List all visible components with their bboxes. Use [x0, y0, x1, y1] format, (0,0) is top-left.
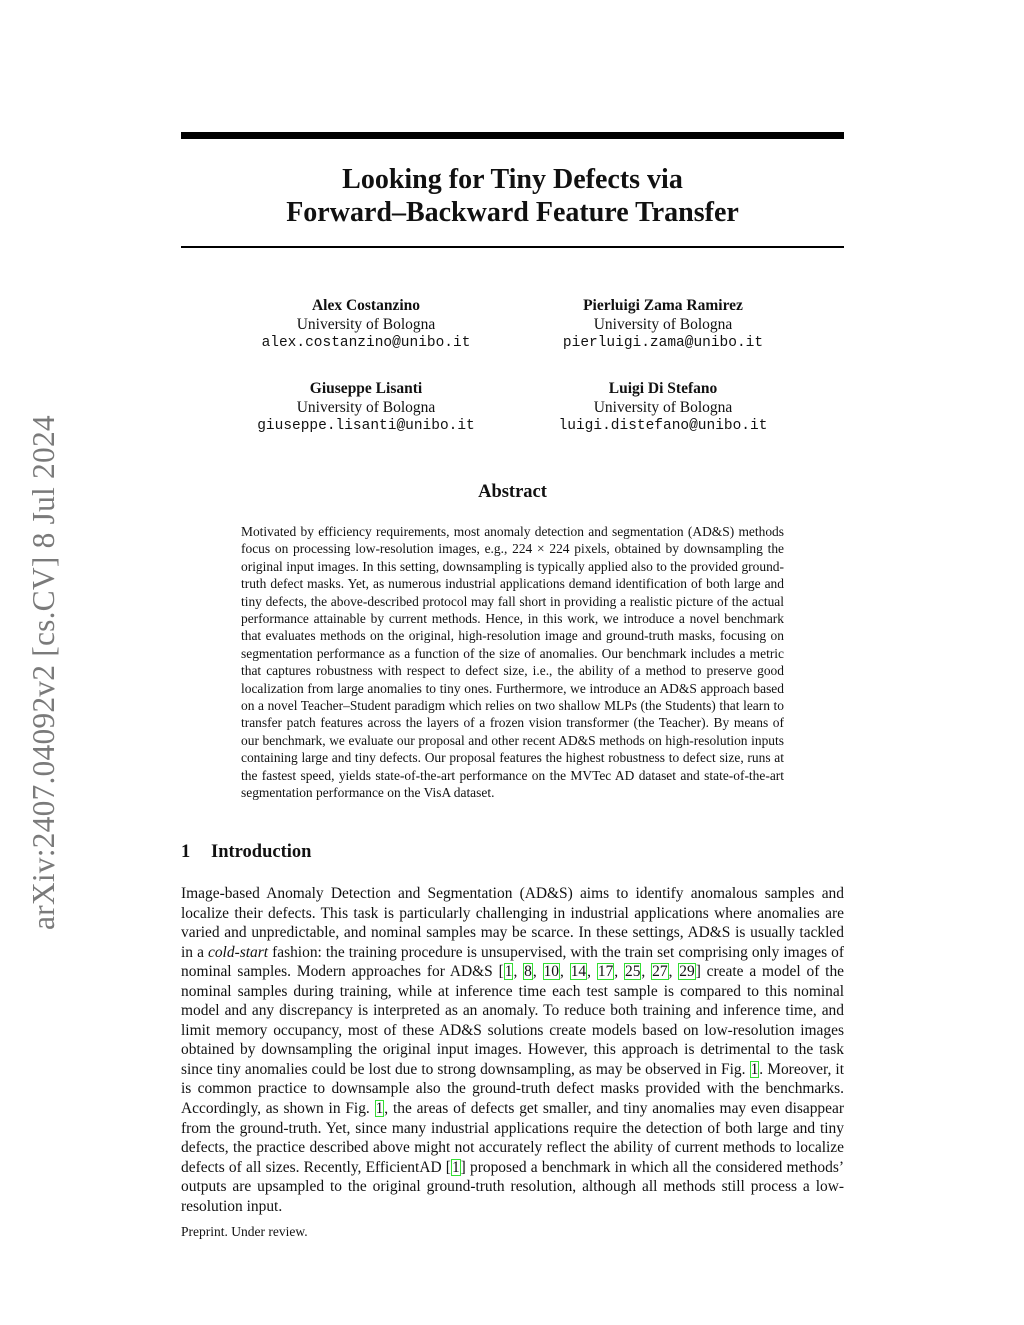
footer-note: Preprint. Under review.	[181, 1224, 308, 1239]
citation-link[interactable]: 10	[543, 963, 559, 981]
paper-title	[181, 163, 844, 229]
title-top-rule	[181, 132, 844, 139]
citation-link[interactable]: 27	[652, 963, 668, 981]
author-name: Luigi Di Stefano	[608, 380, 718, 397]
author-name: Pierluigi Zama Ramirez	[583, 297, 743, 314]
intro-text: fashion: the training procedure is unsupervised, with the train set comprising only images of nominal samples. Modern approaches for AD&S [	[181, 943, 844, 981]
intro-text: ] create a model of the nominal samples during training, while at inference time each test sample is compared to this nominal model and any discrepancy is interpreted as an anomaly. To reduce both training and inference time, and limit memory occupancy, most of these AD&S solutions create models based on low-resolution images obtained by downsampling the original input images. However, this approach is detrimental to the task since tiny anomalies could be lost due to strong downsampling, as may be observed in Fig.	[181, 963, 845, 1078]
section-number: 1	[181, 842, 191, 862]
author-name: Giuseppe Lisanti	[309, 380, 423, 397]
author-email[interactable]: giuseppe.lisanti@unibo.it	[257, 418, 475, 434]
author-affiliation: University of Bologna	[296, 399, 436, 416]
citation-link[interactable]: 14	[570, 963, 587, 981]
citation-link[interactable]: 1	[451, 1158, 460, 1176]
author-affiliation: University of Bologna	[296, 316, 436, 333]
author-block	[503, 296, 823, 353]
intro-text: , the areas of defects get smaller, and tiny anomalies may even disappear from the ground-truth. Yet, since many industrial applications require the detection of both large and tiny defects, the practice described above might not accurately reflect the ability of current methods to localize defects of all sizes. Recently, EfficientAD [	[181, 1100, 844, 1176]
author-affiliation: University of Bologna	[593, 316, 733, 333]
section-heading-introduction	[181, 842, 844, 863]
title-line-1: Looking for Tiny Defects via	[342, 164, 683, 195]
figure-reference-link[interactable]: 1	[750, 1060, 759, 1078]
figure-reference-link[interactable]: 1	[375, 1100, 384, 1118]
author-affiliation: University of Bologna	[593, 399, 733, 416]
author-email[interactable]: luigi.distefano@unibo.it	[558, 418, 768, 434]
intro-text: ] proposed a benchmark in which all the considered methods’ outputs are upsampled to the original ground-truth resolution, although all methods still process a low-resolution input.	[181, 1158, 844, 1215]
title-line-2: Forward–Backward Feature Transfer	[286, 197, 739, 228]
author-block	[206, 296, 526, 353]
author-block	[206, 379, 526, 436]
author-name: Alex Costanzino	[311, 297, 421, 314]
author-email[interactable]: alex.costanzino@unibo.it	[261, 335, 471, 351]
abstract-heading: Abstract	[478, 482, 547, 502]
intro-text: Image-based Anomaly Detection and Segmentation (AD&S) aims to identify anomalous samples and localize their defects. This task is particularly challenging in industrial applications where anomalies are varied and unpredictable, and nominal samples may be scarce. In these settings, AD&S is usually tackled in a	[181, 885, 844, 961]
citation-link[interactable]: 1	[504, 963, 513, 981]
title-bottom-rule	[181, 246, 844, 248]
intro-emphasis: cold-start	[207, 943, 269, 961]
citation-link[interactable]: 25	[624, 963, 641, 981]
citation-link[interactable]: 17	[597, 963, 614, 981]
section-title: Introduction	[211, 842, 312, 862]
author-block	[503, 379, 823, 436]
author-email[interactable]: pierluigi.zama@unibo.it	[562, 335, 764, 351]
abstract-text: Motivated by efficiency requirements, most anomaly detection and segmentation (AD&S) methods focus on processing low-resolution images, e.g., 224 × 224 pixels, obtained by downsampling the original input images. In this setting, downsampling is typically applied also to the provided ground-truth defect masks. Yet, as numerous industrial applications demand identification of both large and tiny defects, the above-described protocol may fall short in providing a realistic picture of the actual performance attainable by current methods. Hence, in this work, we introduce a novel benchmark that evaluates methods on the original, high-resolution image and ground-truth masks, focusing on segmentation performance as a function of the size of anomalies. Our benchmark includes a metric that captures robustness with respect to defect size, i.e., the ability of a method to preserve good localization from large anomalies to tiny ones. Furthermore, we introduce an AD&S approach based on a novel Teacher–Student paradigm which relies on two shallow MLPs (the Students) that learn to transfer patch features across the layers of a frozen vision transformer (the Teacher). By means of our benchmark, we evaluate our proposal and other recent AD&S methods on high-resolution inputs containing large and tiny defects. Our proposal features the highest robustness to defect size, runs at the fastest speed, yields state-of-the-art performance on the MVTec AD dataset and state-of-the-art segmentation performance on the VisA dataset.	[241, 524, 784, 801]
citation-link[interactable]: 8	[524, 963, 532, 981]
citation-link[interactable]: 29	[679, 963, 695, 981]
arxiv-identifier[interactable]: arXiv:2407.04092v2 [cs.CV] 8 Jul 2024	[26, 415, 61, 930]
intro-text: . Moreover, it is common practice to downsample also the ground-truth defect masks provided with the benchmarks. Accordingly, as shown in Fig.	[181, 1060, 844, 1118]
introduction-paragraph: Image-based Anomaly Detection and Segmentation (AD&S) aims to identify anomalous samples and localize their defects. This task is particularly challenging in industrial applications where anomalies are varied and unpredictable, and nominal samples may be scarce. In these settings, AD&S is usually tackled in a cold-start fashion: the training procedure is unsupervised, with the train set comprising only images of nominal samples. Modern approaches for AD&S [1, 8, 10, 14, 17, 25, 27, 29] create a model of the nominal samples during training, while at inference time each test sample is compared to this nominal model and any discrepancy is interpreted as an anomaly. To reduce both training and inference time, and limit memory occupancy, most of these AD&S solutions create models based on low-resolution images obtained by downsampling the original input images. However, this approach is detrimental to the task since tiny anomalies could be lost due to strong downsampling, as may be observed in Fig. 1. Moreover, it is common practice to downsample also the ground-truth defect masks provided with the benchmarks. Accordingly, as shown in Fig. 1, the areas of defects get smaller, and tiny anomalies may even disappear from the ground-truth. Yet, since many industrial applications require the detection of both large and tiny defects, the practice described above might not accurately reflect the ability of current methods to localize defects of all sizes. Recently, EfficientAD [1] proposed a benchmark in which all the considered methods’ outputs are upsampled to the original ground-truth resolution, although all methods still process a low-resolution input.	[181, 885, 845, 1215]
